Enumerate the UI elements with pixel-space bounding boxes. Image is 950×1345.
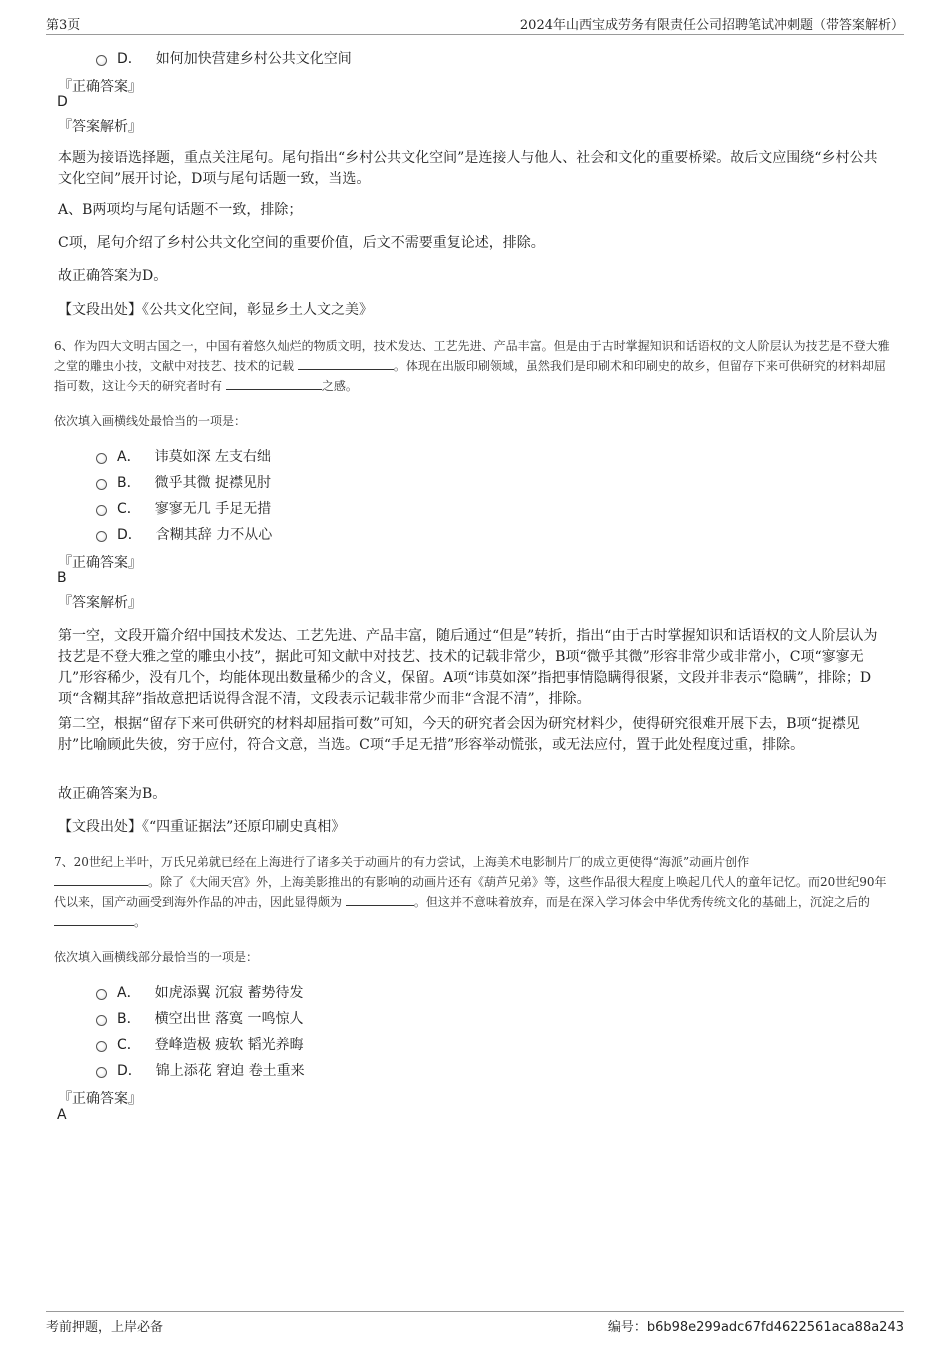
q7-option-b[interactable]: B． 横空出世 落寞 一鸣惊人 bbox=[96, 1008, 304, 1028]
footer-slogan: 考前押题，上岸必备 bbox=[46, 1320, 164, 1335]
q6-analysis-para-3: 故正确答案为B。 bbox=[58, 786, 167, 802]
q6-source: 【文段出处】《“四重证据法”还原印刷史真相》 bbox=[58, 819, 346, 835]
q6-option-d[interactable]: D． 含糊其辞 力不从心 bbox=[96, 524, 272, 544]
q7-option-a[interactable]: A． 如虎添翼 沉寂 蓄势待发 bbox=[96, 982, 303, 1002]
q7-option-c[interactable]: C． 登峰造极 疲软 韬光养晦 bbox=[96, 1034, 304, 1054]
q6-option-c[interactable]: C． 寥寥无几 手足无措 bbox=[96, 498, 271, 518]
radio-icon[interactable] bbox=[96, 479, 107, 490]
q7-answer: A bbox=[57, 1107, 67, 1123]
q6-answer: B bbox=[57, 570, 67, 586]
page-header bbox=[46, 14, 904, 35]
q6-hint: 依次填入画横线处最恰当的一项是： bbox=[54, 414, 247, 428]
radio-icon[interactable] bbox=[96, 989, 107, 1000]
q7-answer-label: 『正确答案』 bbox=[58, 1091, 142, 1107]
q7-stem: 7、20世纪上半叶，万氏兄弟就已经在上海进行了诸多关于动画片的有力尝试，上海美术电影制片厂的成立更使得“海派”动画片创作 。除了《大闹天宫》外，上海美影推出的有影响的动画片还有《葫芦兄弟》等，这些作品很大程度上唤起几代人的童年记忆。而20世纪90年代以来，国产动画受到海外作品的冲击，因此显得颇为 。但这并不意味着放弃，而是在深入学习体会中华优秀传统文化的基础上，沉淀之后的 。 bbox=[54, 855, 887, 929]
q5-analysis-para-4: 故正确答案为D。 bbox=[58, 268, 168, 284]
radio-icon[interactable] bbox=[96, 1015, 107, 1026]
q6-option-b[interactable]: B． 微乎其微 捉襟见肘 bbox=[96, 472, 271, 492]
q5-answer: D bbox=[57, 94, 68, 110]
q6-analysis-para-2: 第二空，根据“留存下来可供研究的材料却屈指可数”可知，今天的研究者会因为研究材料少，使得研究很难开展下去，B项“捉襟见肘”比喻顾此失彼，穷于应付，符合文意，当选。C项“手足无措”形容举动慌张，或无法应付，置于此处程度过重，排除。 bbox=[58, 716, 860, 753]
blank-line[interactable] bbox=[54, 873, 148, 886]
blank-line[interactable] bbox=[54, 913, 134, 926]
radio-icon[interactable] bbox=[96, 531, 107, 542]
q6-analysis-label: 『答案解析』 bbox=[58, 595, 142, 611]
radio-icon[interactable] bbox=[96, 1067, 107, 1078]
q6-stem: 6、作为四大文明古国之一，中国有着悠久灿烂的物质文明，技术发达、工艺先进、产品丰富。但是由于古时掌握知识和话语权的文人阶层认为技艺是不登大雅之堂的雕虫小技，文献中对技艺、技术的记载 。体现在出版印刷领域，虽然我们是印刷术和印刷史的故乡，但留存下来可供研究的材料却屈指可数，这让今天的研究者时有 之感。 bbox=[54, 339, 890, 393]
q5-answer-label: 『正确答案』 bbox=[58, 79, 142, 95]
footer-id: 编号：b6b98e299adc67fd4622561aca88a243 bbox=[607, 1320, 904, 1335]
q5-analysis-para-1: 本题为接语选择题，重点关注尾句。尾句指出“乡村公共文化空间”是连接人与他人、社会和文化的重要桥梁。故后文应围绕“乡村公共文化空间”展开讨论，D项与尾句话题一致，当选。 bbox=[58, 150, 878, 187]
page-footer bbox=[46, 1311, 904, 1334]
q5-option-d[interactable]: D． 如何加快营建乡村公共文化空间 bbox=[96, 48, 352, 68]
radio-icon[interactable] bbox=[96, 55, 107, 66]
page-number: 第3页 bbox=[46, 18, 81, 33]
q6-option-a[interactable]: A． 讳莫如深 左支右绌 bbox=[96, 446, 271, 466]
radio-icon[interactable] bbox=[96, 1041, 107, 1052]
radio-icon[interactable] bbox=[96, 505, 107, 516]
radio-icon[interactable] bbox=[96, 453, 107, 464]
blank-line[interactable] bbox=[226, 377, 322, 390]
blank-line[interactable] bbox=[346, 893, 414, 906]
q7-hint: 依次填入画横线部分最恰当的一项是： bbox=[54, 950, 259, 964]
q6-answer-label: 『正确答案』 bbox=[58, 555, 142, 571]
document-title: 2024年山西宝成劳务有限责任公司招聘笔试冲刺题（带答案解析） bbox=[519, 18, 904, 33]
q5-analysis-para-3: C项，尾句介绍了乡村公共文化空间的重要价值，后文不需要重复论述，排除。 bbox=[58, 235, 545, 251]
q6-analysis-para-1: 第一空，文段开篇介绍中国技术发达、工艺先进、产品丰富，随后通过“但是”转折，指出“由于古时掌握知识和话语权的文人阶层认为技艺是不登大雅之堂的雕虫小技”，据此可知文献中对技艺、技术的记载非常少，B项“微乎其微”形容非常少或非常小，C项“寥寥无几”形容稀少，没有几个，均能体现出数量稀少的含义，保留。A项“讳莫如深”指把事情隐瞒得很紧，文段并非表示“隐瞒”，排除；D项“含糊其辞”指故意把话说得含混不清，文段表示记载非常少而非“含混不清”，排除。 bbox=[58, 628, 878, 707]
q5-source: 【文段出处】《公共文化空间，彰显乡土人文之美》 bbox=[58, 302, 373, 318]
q7-option-d[interactable]: D． 锦上添花 窘迫 卷土重来 bbox=[96, 1060, 305, 1080]
q5-analysis-label: 『答案解析』 bbox=[58, 119, 142, 135]
q5-analysis-para-2: A、B两项均与尾句话题不一致，排除； bbox=[58, 202, 303, 218]
blank-line[interactable] bbox=[298, 357, 394, 370]
